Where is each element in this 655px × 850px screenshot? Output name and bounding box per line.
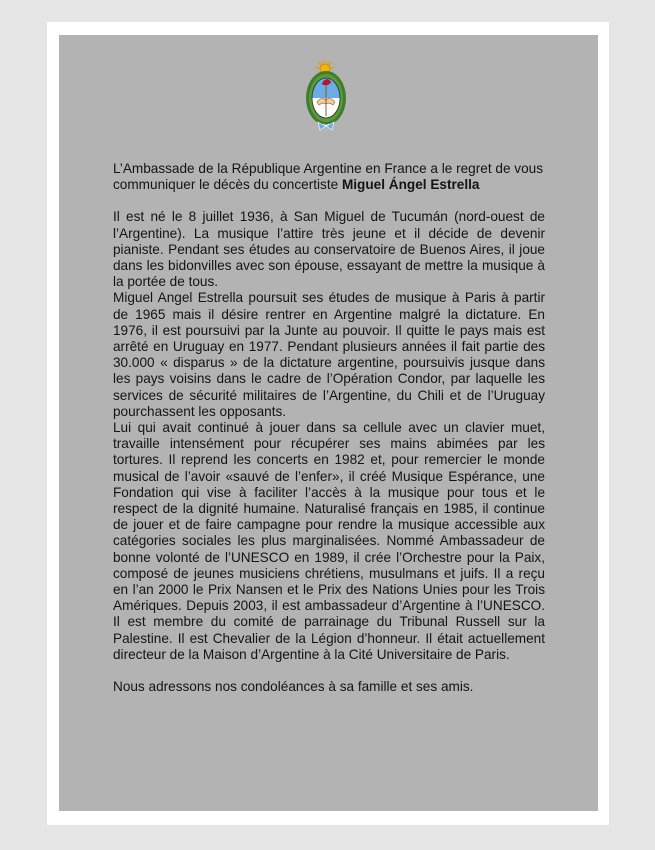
letter-body xyxy=(113,161,545,695)
deceased-name: Miguel Ángel Estrella xyxy=(341,177,480,193)
biography-paragraph-3: Lui qui avait continué à jouer dans sa cellule avec un clavier muet, travaille intensément pour récupérer ses mains abimées par les tortures. Il reprend les concerts en 1982 et, pour remercier le monde musical de l’avoir «sauvé de l’enfer», il créé Musique Espérance, une Fondation qui vise à faciliter l’accès à la musique pour tous et le respect de la dignité humaine. Naturalisé français en 1985, il continue de jouer et de faire campagne pour rendre la musique accessible aux catégories sociales les plus marginalisées. Nommé Ambassadeur de bonne volonté de l’UNESCO en 1989, il crée l’Orchestre pour la Paix, composé de jeunes musiciens chrétiens, musulmans et juifs. Il a reçu en l’an 2000 le Prix Nansen et le Prix des Nations Unies pour les Trois Amériques. Depuis 2003, il est ambassadeur d’Argentine à l’UNESCO. Il est membre du comité de parrainage du Tribunal Russell sur la Palestine. Il est Chevalier de la Légion d’honneur. Il était actuellement directeur de la Maison d’Argentine à la Cité Universitaire de Paris. xyxy=(113,420,545,662)
biography-paragraph-2: Miguel Angel Estrella poursuit ses études de musique à Paris à partir de 1965 mais il désire rentrer en Argentine malgré la dictature. En 1976, il est poursuivi par la Junte au pouvoir. Il quitte le pays mais est arrêté en Uruguay en 1977. Pendant plusieurs années il fait partie des 30.000 « disparus » de la dictature argentine, poursuivis jusque dans les pays voisins dans le cadre de l’Opération Condor, par laquelle les services de sécurité militaires de l’Argentine, du Chili et de l’Uruguay pourchassent les opposants. xyxy=(113,290,545,419)
closing-paragraph: Nous adressons nos condoléances à sa famille et ses amis. xyxy=(113,679,474,695)
intro-paragraph xyxy=(113,161,545,193)
intro-text: L’Ambassade de la République Argentine en France a le regret de vous communiquer le décès du concertiste xyxy=(113,161,543,193)
coat-of-arms-icon xyxy=(304,58,352,138)
biography-paragraph-1: Il est né le 8 juillet 1936, à San Miguel de Tucumán (nord-ouest de l’Argentine). La musique l’attire très jeune et il décide de devenir pianiste. Pendant ses études au conservatoire de Buenos Aires, il joue dans les bidonvilles avec son épouse, essayant de mettre la musique à la portée de tous. xyxy=(113,209,545,290)
